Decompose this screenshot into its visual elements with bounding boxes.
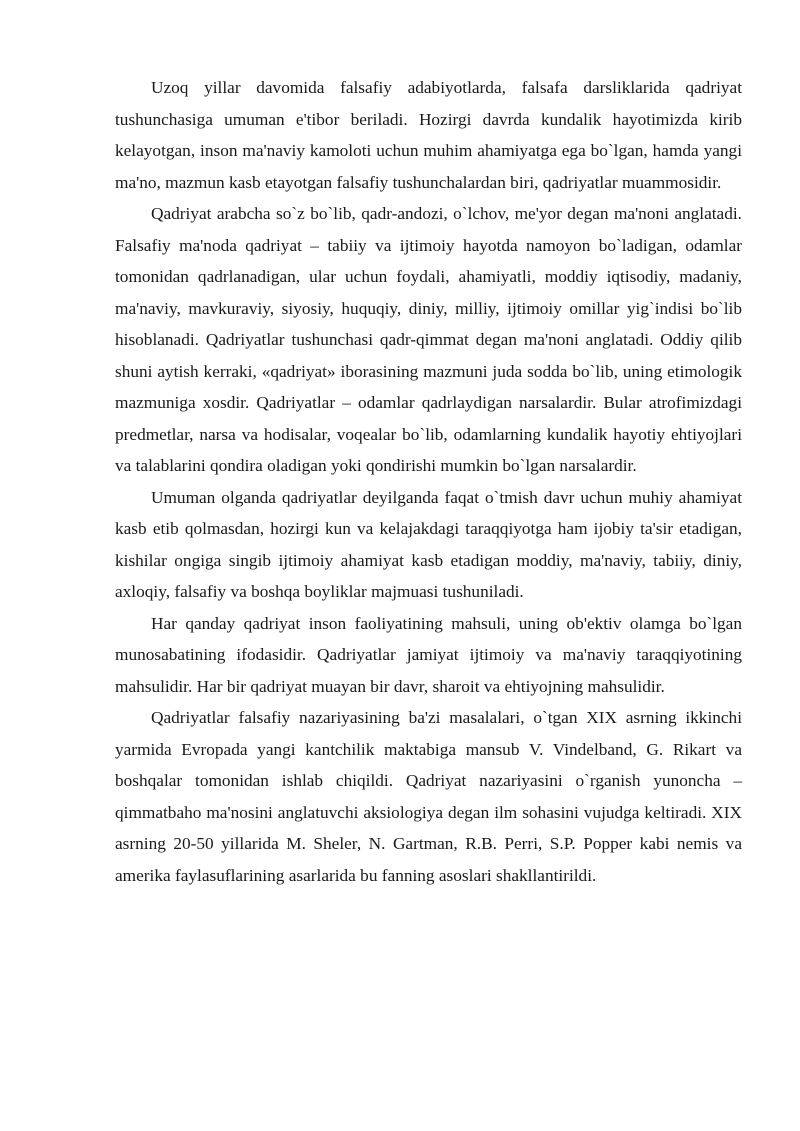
paragraph-4: Har qanday qadriyat inson faoliyatining mahsuli, uning ob'ektiv olamga bo`lgan munosabatining ifodasidir. Qadriyatlar jamiyat ijtimoiy va ma'naviy taraqqiyotining mahsulidir. Har bir qadriyat muayan bir davr, sharoit va ehtiyojning mahsulidir.: [115, 613, 742, 696]
paragraph-5: Qadriyatlar falsafiy nazariyasining ba'zi masalalari, o`tgan XIX asrning ikkinchi yarmida Evropada yangi kantchilik maktabiga mansub V. Vindelband, G. Rikart va boshqalar tomonidan ishlab chiqildi. Qadriyat nazariyasini o`rganish yunoncha – qimmatbaho ma'nosini anglatuvchi aksiologiya degan ilm sohasini vujudga keltiradi. XIX asrning 20-50 yillarida M. Sheler, N. Gartman, R.B. Perri, S.P. Popper kabi nemis va amerika faylasuflarining asarlarida bu fanning asoslari shakllantirildi.: [115, 708, 742, 885]
paragraph-3: Umuman olganda qadriyatlar deyilganda faqat o`tmish davr uchun muhiy ahamiyat kasb etib qolmasdan, hozirgi kun va kelajakdagi taraqqiyotga ham ijobiy ta'sir etadigan, kishilar ongiga singib ijtimoiy ahamiyat kasb etadigan moddiy, ma'naviy, tabiiy, diniy, axloqiy, falsafiy va boshqa boyliklar majmuasi tushuniladi.: [115, 487, 742, 601]
paragraph-1: Uzoq yillar davomida falsafiy adabiyotlarda, falsafa darsliklarida qadriyat tushunchasiga umuman e'tibor beriladi. Hozirgi davrda kundalik hayotimizda kirib kelayotgan, inson ma'naviy kamoloti uchun muhim ahamiyatga ega bo`lgan, hamda yangi ma'no, mazmun kasb etayotgan falsafiy tushunchalardan biri, qadriyatlar muammosidir.: [115, 78, 742, 192]
document-page: [115, 72, 742, 891]
paragraph-2: Qadriyat arabcha so`z bo`lib, qadr-andozi, o`lchov, me'yor degan ma'noni anglatadi. Falsafiy ma'noda qadriyat – tabiiy va ijtimoiy hayotda namoyon bo`ladigan, odamlar tomonidan qadrlanadigan, ular uchun foydali, ahamiyatli, moddiy iqtisodiy, madaniy, ma'naviy, mavkuraviy, siyosiy, huquqiy, diniy, milliy, ijtimoiy omillar yig`indisi bo`lib hisoblanadi. Qadriyatlar tushunchasi qadr-qimmat degan ma'noni anglatadi. Oddiy qilib shuni aytish kerraki, «qadriyat» iborasining mazmuni juda sodda bo`lib, uning etimologik mazmuniga xosdir. Qadriyatlar – odamlar qadrlaydigan narsalardir. Bular atrofimizdagi predmetlar, narsa va hodisalar, voqealar bo`lib, odamlarning kundalik hayotiy ehtiyojlari va talablarini qondira oladigan yoki qondirishi mumkin bo`lgan narsalardir.: [115, 204, 742, 475]
